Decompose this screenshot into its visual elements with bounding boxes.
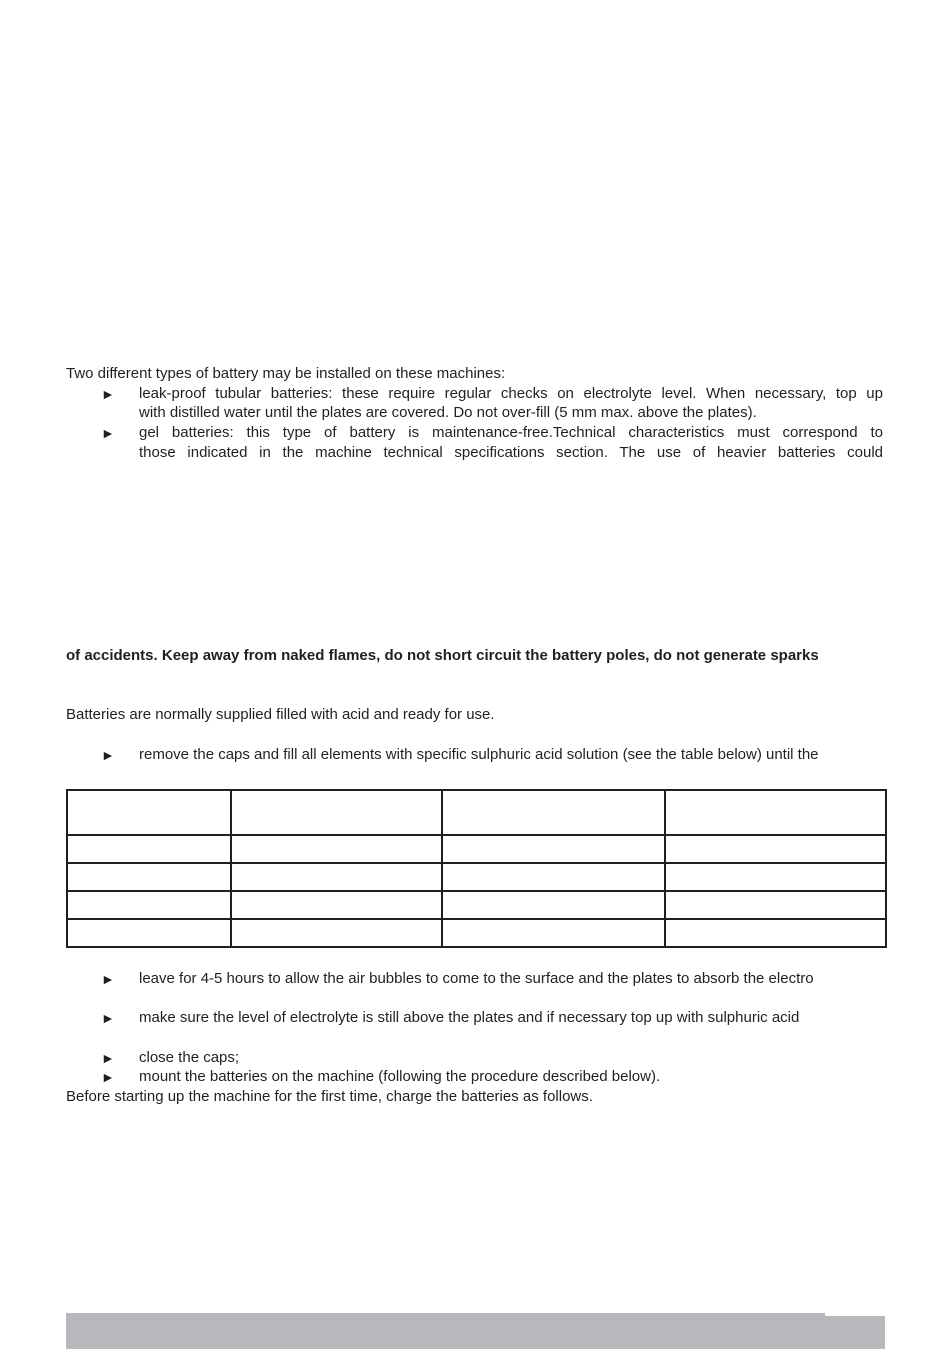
table-cell bbox=[442, 863, 665, 891]
table-cell bbox=[67, 835, 231, 863]
bullet-icon: ► bbox=[101, 747, 115, 763]
table-cell bbox=[231, 891, 442, 919]
intro-text: Two different types of battery may be installed on these machines: bbox=[66, 365, 506, 382]
table-cell bbox=[665, 919, 886, 947]
table-row bbox=[67, 835, 886, 863]
type-tubular-line2: with distilled water until the plates are covered. Do not over-fill (5 mm max. above the plates). bbox=[139, 404, 757, 421]
table-cell bbox=[442, 835, 665, 863]
bullet-icon: ► bbox=[101, 1069, 115, 1085]
bullet-icon: ► bbox=[101, 425, 115, 441]
type-gel-line1: gel batteries: this type of battery is maintenance-free.Technical characteristics must correspond to bbox=[139, 424, 883, 441]
table-cell bbox=[231, 919, 442, 947]
bullet-icon: ► bbox=[101, 971, 115, 987]
bullet-icon: ► bbox=[101, 1050, 115, 1066]
table-row bbox=[67, 863, 886, 891]
table-header-cell bbox=[665, 790, 886, 835]
table-header-cell bbox=[231, 790, 442, 835]
table-cell bbox=[67, 919, 231, 947]
table-row bbox=[67, 891, 886, 919]
table-cell bbox=[231, 863, 442, 891]
step-check-level: make sure the level of electrolyte is still above the plates and if necessary top up with sulphuric acid bbox=[139, 1009, 800, 1026]
step-leave: leave for 4-5 hours to allow the air bubbles to come to the surface and the plates to absorb the electro bbox=[139, 970, 814, 987]
footer-notch bbox=[825, 1313, 885, 1316]
fill-step: remove the caps and fill all elements with specific sulphuric acid solution (see the table below) until the bbox=[139, 746, 819, 763]
table-cell bbox=[442, 891, 665, 919]
table-cell bbox=[67, 863, 231, 891]
closing-text: Before starting up the machine for the first time, charge the batteries as follows. bbox=[66, 1088, 593, 1105]
table-cell bbox=[665, 863, 886, 891]
table-cell bbox=[665, 835, 886, 863]
table-header-cell bbox=[67, 790, 231, 835]
acid-density-table bbox=[66, 789, 887, 948]
table-row bbox=[67, 919, 886, 947]
table-cell bbox=[231, 835, 442, 863]
type-tubular-line1: leak-proof tubular batteries: these require regular checks on electrolyte level. When necessary, top up bbox=[139, 385, 883, 402]
table-cell bbox=[442, 919, 665, 947]
table-header-row bbox=[67, 790, 886, 835]
bullet-icon: ► bbox=[101, 1010, 115, 1026]
table-cell bbox=[67, 891, 231, 919]
supplied-text: Batteries are normally supplied filled with acid and ready for use. bbox=[66, 706, 495, 723]
footer-bar bbox=[66, 1313, 885, 1349]
bullet-icon: ► bbox=[101, 386, 115, 402]
type-gel-line2: those indicated in the machine technical specifications section. The use of heavier batteries could bbox=[139, 444, 883, 461]
step-close-caps: close the caps; bbox=[139, 1049, 240, 1066]
table-cell bbox=[665, 891, 886, 919]
safety-warning: of accidents. Keep away from naked flames, do not short circuit the battery poles, do not generate sparks bbox=[66, 647, 819, 664]
step-mount: mount the batteries on the machine (following the procedure described below). bbox=[139, 1068, 661, 1085]
table-header-cell bbox=[442, 790, 665, 835]
